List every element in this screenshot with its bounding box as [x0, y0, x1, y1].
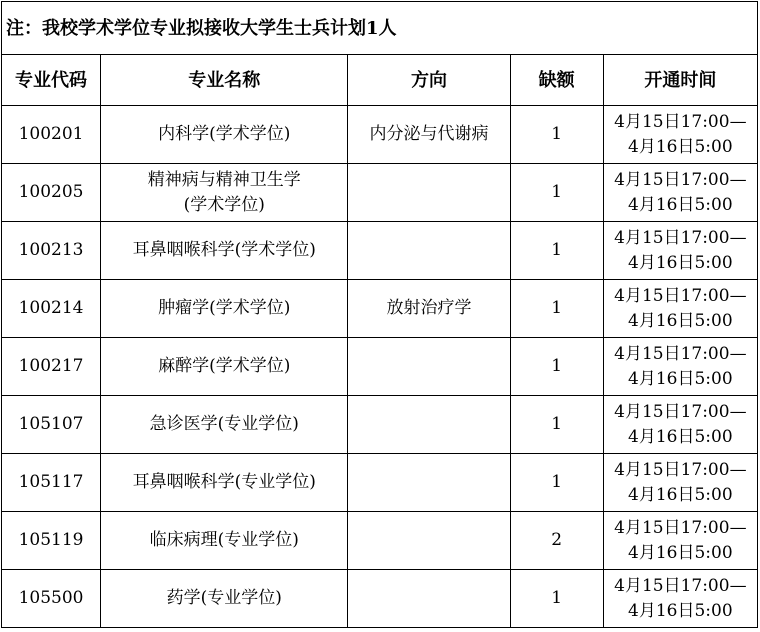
open-time-cell: [603, 570, 757, 628]
major-code-cell: 105117: [2, 454, 101, 512]
table-row: [2, 570, 758, 628]
major-name-cell: [101, 396, 348, 454]
open-time-cell: [603, 164, 757, 222]
major-code-cell: 105500: [2, 570, 101, 628]
vacancy-cell: 1: [510, 164, 603, 222]
header-vacancy: 缺额: [510, 55, 603, 106]
open-time-line: 4月15日17:00—: [614, 285, 747, 306]
table-row: [2, 396, 758, 454]
open-time-cell: [603, 512, 757, 570]
direction-cell: 放射治疗学: [348, 280, 510, 338]
open-time-cell: [603, 338, 757, 396]
open-time-line: 4月15日17:00—: [614, 459, 747, 480]
major-name-line: 内科学(学术学位): [158, 124, 291, 144]
vacancy-cell: 1: [510, 106, 603, 164]
table-row: [2, 338, 758, 396]
major-code-cell: 105107: [2, 396, 101, 454]
direction-cell: [348, 222, 510, 280]
vacancy-cell: 2: [510, 512, 603, 570]
major-name-line: 肿瘤学(学术学位): [158, 298, 291, 318]
major-code-cell: 100205: [2, 164, 101, 222]
open-time-line: 4月16日5:00: [628, 194, 733, 215]
open-time-line: 4月16日5:00: [628, 484, 733, 505]
header-row: [2, 55, 758, 106]
open-time-line: 4月16日5:00: [628, 136, 733, 157]
header-name: 专业名称: [101, 55, 348, 106]
document-page: [1, 1, 759, 630]
open-time-cell: [603, 454, 757, 512]
open-time-line: 4月15日17:00—: [614, 227, 747, 248]
vacancy-cell: 1: [510, 570, 603, 628]
table-row: [2, 106, 758, 164]
direction-cell: [348, 512, 510, 570]
vacancy-cell: 1: [510, 280, 603, 338]
major-name-cell: [101, 222, 348, 280]
table-row: [2, 280, 758, 338]
open-time-cell: [603, 396, 757, 454]
major-name-cell: [101, 280, 348, 338]
major-name-line: 药学(专业学位): [166, 588, 282, 608]
vacancy-cell: 1: [510, 454, 603, 512]
open-time-line: 4月16日5:00: [628, 368, 733, 389]
major-name-cell: [101, 338, 348, 396]
major-name-cell: [101, 570, 348, 628]
open-time-line: 4月16日5:00: [628, 542, 733, 563]
major-name-cell: [101, 106, 348, 164]
major-name-line: 急诊医学(专业学位): [149, 414, 299, 434]
direction-cell: [348, 396, 510, 454]
direction-cell: [348, 338, 510, 396]
direction-cell: [348, 164, 510, 222]
major-name-cell: [101, 512, 348, 570]
note-row: [2, 2, 758, 55]
major-name-line: 耳鼻咽喉科学(专业学位): [132, 472, 316, 492]
direction-cell: 内分泌与代谢病: [348, 106, 510, 164]
open-time-cell: [603, 106, 757, 164]
major-name-line: 耳鼻咽喉科学(学术学位): [132, 240, 316, 260]
open-time-line: 4月15日17:00—: [614, 575, 747, 596]
table-row: [2, 454, 758, 512]
table-body: [2, 106, 758, 628]
table-row: [2, 512, 758, 570]
vacancy-cell: 1: [510, 222, 603, 280]
open-time-line: 4月15日17:00—: [614, 401, 747, 422]
open-time-line: 4月15日17:00—: [614, 169, 747, 190]
major-code-cell: 100213: [2, 222, 101, 280]
open-time-line: 4月16日5:00: [628, 252, 733, 273]
table-note: 注：我校学术学位专业拟接收大学生士兵计划1人: [2, 2, 758, 55]
major-name-line: 麻醉学(学术学位): [158, 356, 291, 376]
open-time-line: 4月16日5:00: [628, 310, 733, 331]
open-time-line: 4月16日5:00: [628, 600, 733, 621]
major-name-line: (学术学位): [183, 194, 265, 215]
vacancy-cell: 1: [510, 338, 603, 396]
open-time-cell: [603, 280, 757, 338]
major-code-cell: 100217: [2, 338, 101, 396]
vacancy-cell: 1: [510, 396, 603, 454]
major-code-cell: 100214: [2, 280, 101, 338]
major-name-cell: [101, 164, 348, 222]
open-time-line: 4月15日17:00—: [614, 517, 747, 538]
direction-cell: [348, 454, 510, 512]
major-name-cell: [101, 454, 348, 512]
soldier-plan-table: [1, 1, 758, 628]
major-name-line: 精神病与精神卫生学: [147, 169, 301, 190]
table-row: [2, 164, 758, 222]
open-time-cell: [603, 222, 757, 280]
header-direction: 方向: [348, 55, 510, 106]
open-time-line: 4月15日17:00—: [614, 111, 747, 132]
major-code-cell: 105119: [2, 512, 101, 570]
open-time-line: 4月15日17:00—: [614, 343, 747, 364]
open-time-line: 4月16日5:00: [628, 426, 733, 447]
table-row: [2, 222, 758, 280]
direction-cell: [348, 570, 510, 628]
major-code-cell: 100201: [2, 106, 101, 164]
header-code: 专业代码: [2, 55, 101, 106]
header-time: 开通时间: [603, 55, 757, 106]
major-name-line: 临床病理(专业学位): [149, 530, 299, 550]
